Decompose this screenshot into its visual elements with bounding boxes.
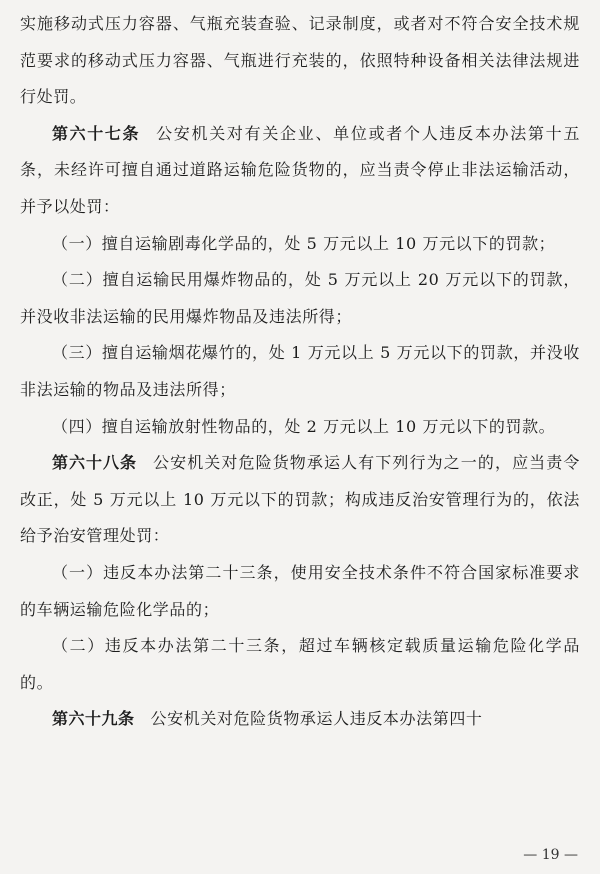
paragraph-6-text: （四）擅自运输放射性物品的，处 2 万元以上 10 万元以下的罚款。 bbox=[52, 416, 556, 436]
paragraph-5 bbox=[20, 335, 580, 408]
paragraph-6 bbox=[20, 409, 580, 446]
document-body bbox=[20, 6, 580, 738]
paragraph-10 bbox=[20, 701, 580, 738]
paragraph-4-text: （二）擅自运输民用爆炸物品的，处 5 万元以上 20 万元以下的罚款，并没收非法运输的民用爆炸物品及违法所得； bbox=[20, 270, 580, 326]
paragraph-5-text: （三）擅自运输烟花爆竹的，处 1 万元以上 5 万元以下的罚款，并没收非法运输的物品及违法所得； bbox=[20, 343, 580, 399]
article-67-heading: 第六十七条 bbox=[52, 123, 141, 143]
article-69-text: 公安机关对危险货物承运人违反本办法第四十 bbox=[150, 709, 483, 729]
article-68-text: 公安机关对危险货物承运人有下列行为之一的，应当责令改正，处 5 万元以上 10 万元以下的罚款；构成违反治安管理行为的，依法给予治安管理处罚： bbox=[20, 453, 580, 546]
paragraph-8-text: （一）违反本办法第二十三条，使用安全技术条件不符合国家标准要求的车辆运输危险化学品的； bbox=[20, 562, 580, 619]
paragraph-4 bbox=[20, 262, 580, 335]
article-68-heading: 第六十八条 bbox=[52, 453, 137, 473]
article-67-text: 公安机关对有关企业、单位或者个人违反本办法第十五条，未经许可擅自通过道路运输危险货物的，应当责令停止非法运输活动，并予以处罚： bbox=[20, 123, 580, 216]
article-69-heading: 第六十九条 bbox=[52, 709, 135, 729]
paragraph-2 bbox=[20, 116, 580, 226]
paragraph-9-text: （二）违反本办法第二十三条，超过车辆核定载质量运输危险化学品的。 bbox=[20, 636, 580, 692]
paragraph-8 bbox=[20, 555, 580, 628]
page-number: — 19 — bbox=[523, 847, 578, 863]
paragraph-3-text: （一）擅自运输剧毒化学品的，处 5 万元以上 10 万元以下的罚款； bbox=[52, 233, 556, 253]
paragraph-3 bbox=[20, 226, 580, 263]
paragraph-1 bbox=[20, 6, 580, 116]
paragraph-9 bbox=[20, 628, 580, 701]
paragraph-1-text: 实施移动式压力容器、气瓶充装查验、记录制度，或者对不符合安全技术规范要求的移动式压力容器、气瓶进行充装的，依照特种设备相关法律法规进行处罚。 bbox=[20, 14, 580, 107]
paragraph-7 bbox=[20, 445, 580, 555]
